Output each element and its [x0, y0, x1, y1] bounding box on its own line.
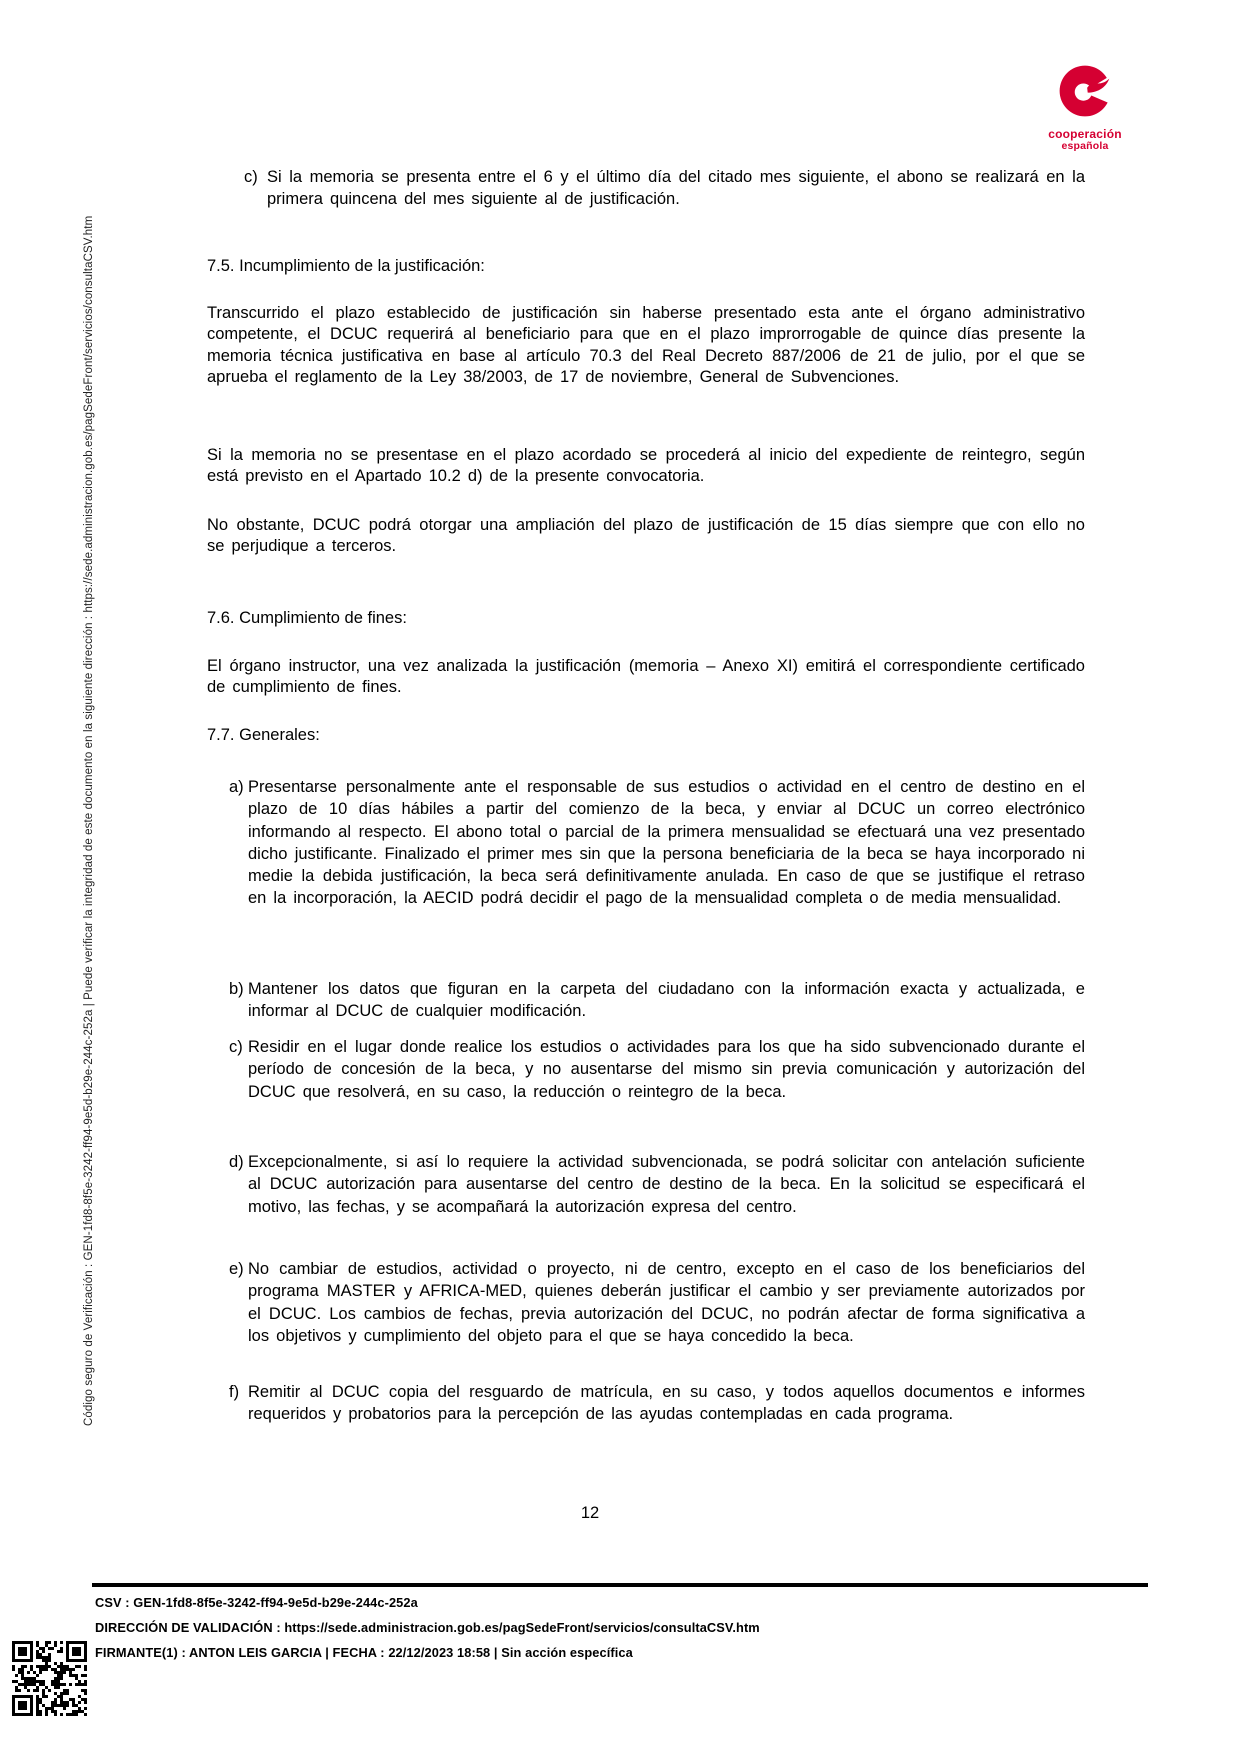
footer-csv-line: CSV : GEN-1fd8-8f5e-3242-ff94-9e5d-b29e-244c-252a: [95, 1595, 418, 1610]
list-item-e: [207, 1258, 1085, 1347]
list-item-text: No cambiar de estudios, actividad o proyecto, ni de centro, excepto en el caso de los beneficiarios del programa MASTER y AFRICA-MED, quienes deberán justificar el cambio y ser previamente autorizados por el DCUC. Los cambios de fechas, previa autorización del DCUC, no podrán afectar de forma significativa a los objetivos y cumplimiento del objeto para el que se haya concedido la beca.: [248, 1260, 1085, 1345]
paragraph-organo-instructor: El órgano instructor, una vez analizada la justificación (memoria – Anexo XI) emitirá el correspondiente certificado de cumplimiento de fines.: [207, 657, 1085, 697]
list-item-text: Presentarse personalmente ante el responsable de sus estudios o actividad en el centro de destino en el plazo de 10 días hábiles a partir del comienzo de la beca, y enviar al DCUC un correo electrónico informando al respecto. El abono total o parcial de la primera mensualidad se efectuará una vez presentado dicho justificante. Finalizado el primer mes sin que la persona beneficiaria de la beca se haya incorporado ni medie la debida justificación, la beca será definitivamente anulada. En caso de que se justifique el retraso en la incorporación, la AECID podrá decidir el pago de la mensualidad completa o de media mensualidad.: [248, 778, 1085, 908]
list-marker: e): [229, 1260, 244, 1278]
list-marker: c): [229, 1038, 243, 1056]
section-title-7-6: 7.6. Cumplimiento de fines:: [207, 609, 407, 627]
section-title-7-7: 7.7. Generales:: [207, 726, 320, 744]
csv-vertical-verification-text: Código seguro de Verificación : GEN-1fd8-8f5e-3242-ff94-9e5d-b29e-244c-252a | Puede verificar la integridad de este documento en la siguiente dirección : https://sede.administracion.gob.es/pagSedeFront/servicios/consultaCSV.htm: [83, 215, 95, 1426]
footer-validation-line: DIRECCIÓN DE VALIDACIÓN : https://sede.administracion.gob.es/pagSedeFront/servicios/consultaCSV.htm: [95, 1620, 760, 1635]
list-item-text: Si la memoria se presenta entre el 6 y el último día del citado mes siguiente, el abono se realizará en la primera quincena del mes siguiente al de justificación.: [267, 168, 1085, 209]
list-item-a: [207, 776, 1085, 910]
list-item-d: [207, 1151, 1085, 1218]
section-title-7-5: 7.5. Incumplimiento de la justificación:: [207, 257, 485, 275]
footer-signer-line: FIRMANTE(1) : ANTON LEIS GARCIA | FECHA : 22/12/2023 18:58 | Sin acción específica: [95, 1645, 633, 1660]
list-item-text: Mantener los datos que figuran en la carpeta del ciudadano con la información exacta y actualizada, e informar al DCUC de cualquier modificación.: [248, 980, 1085, 1021]
list-item-b: [207, 978, 1085, 1023]
list-item-text: Remitir al DCUC copia del resguardo de matrícula, en su caso, y todos aquellos documentos e informes requeridos y probatorios para la percepción de las ayudas contempladas en cada programa.: [248, 1383, 1085, 1424]
list-item-c: [207, 1036, 1085, 1103]
list-item-f: [207, 1381, 1085, 1426]
logo-wordmark-line1: cooperación: [1048, 127, 1122, 141]
list-marker: d): [229, 1153, 244, 1171]
qr-code: [12, 1641, 87, 1716]
list-marker: a): [229, 778, 244, 796]
list-marker: f): [229, 1383, 240, 1401]
paragraph-incumplimiento: Transcurrido el plazo establecido de justificación sin haberse presentado esta ante el órgano administrativo competente, el DCUC requerirá al beneficiario para que en el plazo improrrogable de quince días presente la memoria técnica justificativa en base al artículo 70.3 del Real Decreto 887/2006 de 21 de julio, por el que se aprueba el reglamento de la Ley 38/2003, de 17 de noviembre, General de Subvenciones.: [207, 304, 1085, 387]
cooperacion-espanola-logo: [1040, 62, 1130, 152]
paragraph-si-memoria: Si la memoria no se presentase en el plazo acordado se procederá al inicio del expediente de reintegro, según está previsto en el Apartado 10.2 d) de la presente convocatoria.: [207, 446, 1085, 486]
footer-divider: [92, 1583, 1148, 1587]
list-item-text: Excepcionalmente, si así lo requiere la actividad subvencionada, se podrá solicitar con antelación suficiente al DCUC autorización para ausentarse del centro de destino de la beca. En la solicitud se especificará el motivo, las fechas, y se acompañará la autorización expresa del centro.: [248, 1153, 1085, 1216]
list-marker: b): [229, 980, 244, 998]
logo-wordmark-line2: española: [1061, 140, 1109, 152]
list-marker: c): [244, 168, 258, 186]
cooperacion-c-wave-icon: [1058, 62, 1112, 120]
page-number: 12: [580, 1504, 600, 1522]
list-item-text: Residir en el lugar donde realice los estudios o actividades para los que ha sido subvencionado durante el período de concesión de la beca, y no ausentarse del mismo sin previa comunicación y autorización del DCUC que resolverá, en su caso, la reducción o reintegro de la beca.: [248, 1038, 1085, 1101]
list-item-c-intro: [207, 166, 1085, 211]
paragraph-no-obstante: No obstante, DCUC podrá otorgar una ampliación del plazo de justificación de 15 días siempre que con ello no se perjudique a terceros.: [207, 516, 1085, 556]
